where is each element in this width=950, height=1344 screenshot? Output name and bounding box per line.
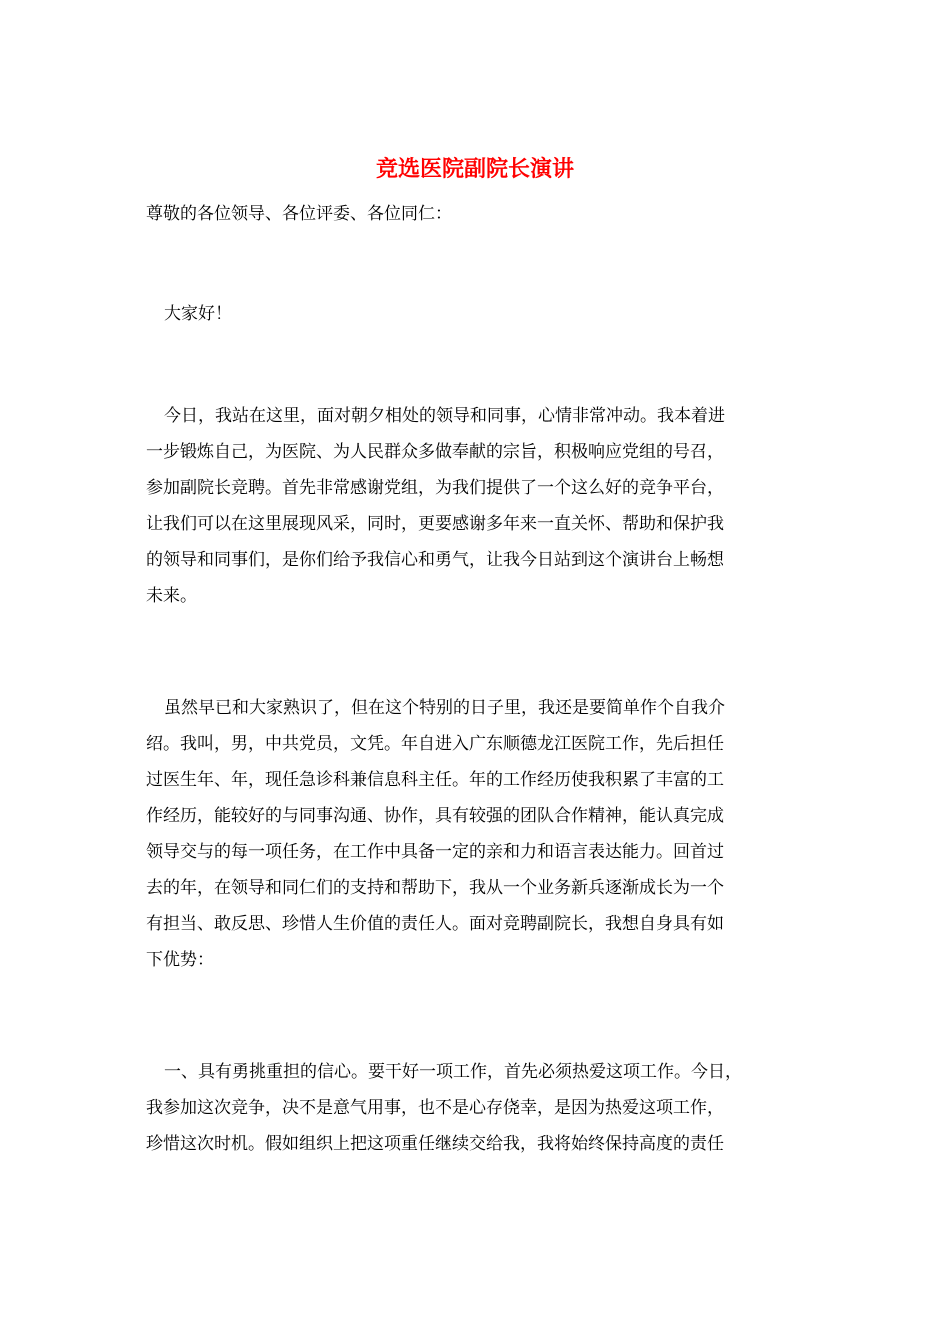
paragraph-line: 去的年，在领导和同仁们的支持和帮助下，我从一个业务新兵逐渐成长为一个 [146, 878, 724, 898]
paragraph-line: 领导交与的每一项任务，在工作中具备一定的亲和力和语言表达能力。回首过 [146, 842, 724, 862]
greeting: 大家好！ [164, 304, 232, 324]
paragraph-line: 让我们可以在这里展现风采，同时，更要感谢多年来一直关怀、帮助和保护我 [146, 514, 724, 534]
paragraph-line: 一、具有勇挑重担的信心。要干好一项工作，首先必须热爱这项工作。今日， [164, 1062, 742, 1082]
paragraph-1 [146, 398, 808, 614]
paragraph-3 [146, 1054, 808, 1162]
paragraph-line: 珍惜这次时机。假如组织上把这项重任继续交给我，我将始终保持高度的责任 [146, 1134, 724, 1154]
paragraph-line: 未来。 [146, 586, 197, 606]
document-title: 竞选医院副院长演讲 [375, 156, 574, 182]
paragraph-line: 虽然早已和大家熟识了，但在这个特别的日子里，我还是要简单作个自我介 [164, 698, 725, 718]
paragraph-line: 参加副院长竞聘。首先非常感谢党组，为我们提供了一个这么好的竞争平台， [146, 478, 724, 498]
paragraph-line: 绍。我叫，男，中共党员，文凭。年自进入广东顺德龙江医院工作，先后担任 [146, 734, 724, 754]
paragraph-line: 一步锻炼自己，为医院、为人民群众多做奉献的宗旨，积极响应党组的号召， [146, 442, 724, 462]
paragraph-line: 的领导和同事们，是你们给予我信心和勇气，让我今日站到这个演讲台上畅想 [146, 550, 724, 570]
paragraph-line: 下优势： [146, 950, 214, 970]
paragraph-line: 过医生年、年，现任急诊科兼信息科主任。年的工作经历使我积累了丰富的工 [146, 770, 724, 790]
paragraph-line: 今日，我站在这里，面对朝夕相处的领导和同事，心情非常冲动。我本着进 [164, 406, 725, 426]
salutation: 尊敬的各位领导、各位评委、各位同仁： [146, 204, 452, 224]
paragraph-2 [146, 690, 808, 978]
paragraph-line: 作经历，能较好的与同事沟通、协作，具有较强的团队合作精神，能认真完成 [146, 806, 724, 826]
paragraph-line: 有担当、敢反思、珍惜人生价值的责任人。面对竞聘副院长，我想自身具有如 [146, 914, 724, 934]
paragraph-line: 我参加这次竞争，决不是意气用事，也不是心存侥幸，是因为热爱这项工作， [146, 1098, 724, 1118]
